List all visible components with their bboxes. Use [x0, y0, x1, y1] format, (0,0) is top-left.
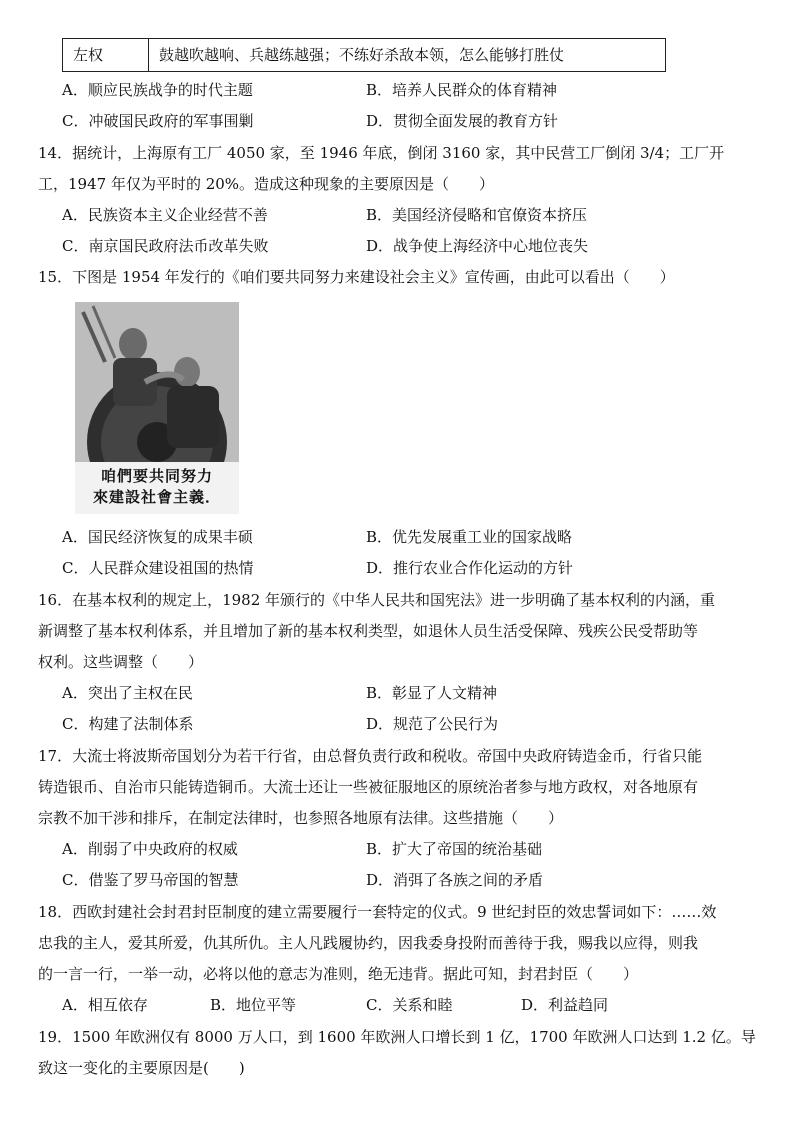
poster-caption-line2: 來建設社會主義． — [92, 488, 221, 506]
q16-option-c: C．构建了法制体系 — [62, 715, 194, 733]
q14-stem-line2: 工，1947 年仅为平时的 20%。造成这种现象的主要原因是（ ） — [38, 175, 495, 193]
q17-stem-line1: 17．大流士将波斯帝国划分为若干行省，由总督负责行政和税收。帝国中央政府铸造金币，行省只能 — [38, 747, 703, 765]
poster-caption-line1: 咱們要共同努力 — [100, 467, 213, 485]
q15-option-b: B．优先发展重工业的国家战略 — [366, 528, 573, 546]
q19-stem-line1: 19．1500 年欧洲仅有 8000 万人口，到 1600 年欧洲人口增长到 1 亿，1700 年欧洲人口达到 1.2 亿。导 — [38, 1028, 756, 1046]
q18-stem-line3: 的一言一行，一举一动，必将以他的意志为准则，绝无违背。据此可知，封君封臣（ ） — [38, 965, 639, 983]
q16-option-d: D．规范了公民行为 — [366, 715, 499, 733]
q16-option-b: B．彰显了人文精神 — [366, 684, 498, 702]
q16-option-a: A．突出了主权在民 — [62, 684, 193, 702]
q15-option-d: D．推行农业合作化运动的方针 — [366, 559, 574, 577]
q17-stem-line2: 铸造银币、自治市只能铸造铜币。大流士还让一些被征服地区的原统治者参与地方政权，对各地原有 — [38, 778, 699, 796]
q13-option-c: C．冲破国民政府的军事围剿 — [62, 112, 254, 130]
q14-stem-line1: 14．据统计，上海原有工厂 4050 家，至 1946 年底，倒闭 3160 家，其中民营工厂倒闭 3/4；工厂开 — [38, 144, 725, 162]
q15-option-a: A．国民经济恢复的成果丰硕 — [62, 528, 253, 546]
q17-option-b: B．扩大了帝国的统治基础 — [366, 840, 543, 858]
q15-option-c: C．人民群众建设祖国的热情 — [62, 559, 254, 577]
q13-option-d: D．贯彻全面发展的教育方针 — [366, 112, 559, 130]
table-text-cell: 鼓越吹越响、兵越练越强；不练好杀敌本领，怎么能够打胜仗 — [159, 46, 565, 64]
q18-stem-line1: 18．西欧封建社会封君封臣制度的建立需要履行一套特定的仪式。9 世纪封臣的效忠誓词如下：……效 — [38, 903, 717, 921]
propaganda-poster-image — [75, 302, 239, 514]
q14-option-a: A．民族资本主义企业经营不善 — [62, 206, 268, 224]
q19-stem-line2: 致这一变化的主要原因是( ) — [38, 1059, 245, 1077]
q13-option-b: B．培养人民群众的体育精神 — [366, 81, 558, 99]
q18-option-d: D．利益趋同 — [521, 996, 609, 1014]
reference-table — [62, 38, 666, 72]
q18-stem-line2: 忠我的主人，爱其所爱，仇其所仇。主人凡践履协约，因我委身投附而善待于我，赐我以应得，则我 — [38, 934, 699, 952]
q14-option-b: B．美国经济侵略和官僚资本挤压 — [366, 206, 588, 224]
table-label-cell: 左权 — [63, 39, 149, 71]
q17-option-c: C．借鉴了罗马帝国的智慧 — [62, 871, 239, 889]
q14-option-d: D．战争使上海经济中心地位丧失 — [366, 237, 589, 255]
q14-option-c: C．南京国民政府法币改革失败 — [62, 237, 269, 255]
q13-option-a: A．顺应民族战争的时代主题 — [62, 81, 253, 99]
q18-option-a: A．相互依存 — [62, 996, 148, 1014]
q16-stem-line1: 16．在基本权利的规定上，1982 年颁行的《中华人民共和国宪法》进一步明确了基本权利的内涵，重 — [38, 591, 716, 609]
q17-option-d: D．消弭了各族之间的矛盾 — [366, 871, 544, 889]
q15-stem-line1: 15．下图是 1954 年发行的《咱们要共同努力来建设社会主义》宣传画，由此可以看出（ ） — [38, 268, 675, 286]
q16-stem-line2: 新调整了基本权利体系，并且增加了新的基本权利类型，如退休人员生活受保障、残疾公民受帮助等 — [38, 622, 699, 640]
q18-option-c: C．关系和睦 — [366, 996, 453, 1014]
q17-stem-line3: 宗教不加干涉和排斥，在制定法律时，也参照各地原有法律。这些措施（ ） — [38, 809, 564, 827]
q18-option-b: B．地位平等 — [210, 996, 297, 1014]
q17-option-a: A．削弱了中央政府的权威 — [62, 840, 238, 858]
q16-stem-line3: 权利。这些调整（ ） — [38, 653, 204, 671]
